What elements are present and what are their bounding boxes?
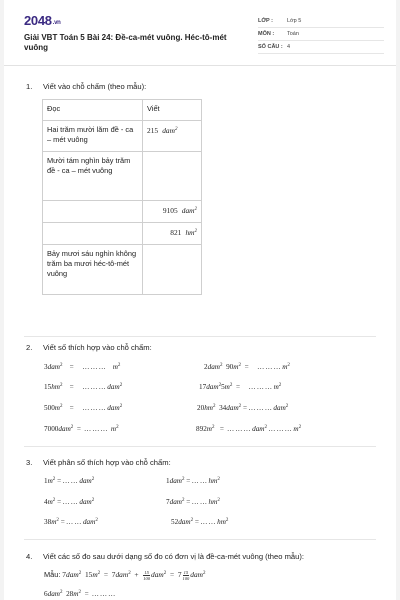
read-write-table: [42, 99, 202, 295]
divider: [24, 336, 376, 337]
table-row: 821 $hm^2$: [43, 223, 202, 245]
table-row: Bảy mươi sáu nghìn không trăm ba mươi héc-tô-mét vuông: [43, 245, 202, 295]
document-page: [4, 0, 396, 600]
meta-grade: LỚP : Lớp 5: [258, 15, 384, 28]
q4-line: 6dam$^2$ $28m^2$ = … … …: [44, 590, 115, 598]
fraction: $\frac{15}{100}$: [143, 570, 151, 581]
q4-sample-line: Mẫu: 7dam$^2$ $15m^2 = 7dam^2$ + $\frac{15}{100}$ dam$^2$ = 7 $\frac{15}{100}$ dam$^2$: [44, 570, 206, 581]
meta-subject: MÔN : Toán: [258, 28, 384, 41]
document-header: [4, 0, 396, 66]
q3-right-line: 1dam$^2$ = … … $hm^2$: [166, 477, 220, 485]
document-meta: [258, 15, 384, 54]
meta-question-count: SỐ CÂU : 4: [258, 41, 384, 54]
question-1-heading: 1. Viết vào chỗ chấm (theo mẫu):: [26, 81, 147, 91]
table-header-row: Đọc Viết: [43, 100, 202, 121]
divider: [24, 539, 376, 540]
q2-right-line: 2dam$^2$ $90m^2$ = … … … $m^2$: [204, 363, 290, 371]
q2-left-line: 7000dam$^2$ = … … … $m^2$: [44, 425, 119, 433]
q2-left-line: $15hm^2$ = … … … dam$^2$: [44, 383, 123, 391]
q2-right-line: $892m^2$ = … … … dam$^2$ … … … $m^2$: [196, 425, 302, 433]
table-row: Mười tám nghìn bảy trăm đề - ca – mét vuông: [43, 152, 202, 201]
q3-right-line: 52dam$^2$ = … … $hm^2$: [171, 518, 229, 526]
q3-left-line: $1m^2$ = … … dam$^2$: [44, 477, 95, 485]
site-logo[interactable]: 2048.vn: [24, 13, 61, 28]
question-4-heading: 4. Viết các số đo sau dưới dạng số đo có đơn vị là đề-ca-mét vuông (theo mẫu):: [26, 551, 304, 561]
q2-left-line: $500m^2$ = … … … dam$^2$: [44, 404, 123, 412]
q2-right-line: $17dam^25m^2$ = … … … $m^2$: [199, 383, 282, 391]
divider: [24, 446, 376, 447]
q2-left-line: 3dam$^2$ = … … … $m^2$: [44, 363, 121, 371]
q2-right-line: $20hm^2$ 34dam$^2$ = … … … dam$^2$: [197, 404, 289, 412]
document-title: Giải VBT Toán 5 Bài 24: Đề-ca-mét vuông. Héc-tô-mét vuông: [24, 33, 227, 52]
q3-right-line: 7dam$^2$ = … … $hm^2$: [166, 498, 220, 506]
q3-left-line: $38m^2$ = … … dam$^2$: [44, 518, 98, 526]
table-row: 9105 dam$^2$: [43, 201, 202, 223]
table-row: Hai trăm mười lăm đề - ca – mét vuông 215 dam$^2$: [43, 121, 202, 152]
question-3-heading: 3. Viết phân số thích hợp vào chỗ chấm:: [26, 457, 171, 467]
fraction: $\frac{15}{100}$: [182, 570, 190, 581]
q3-left-line: $4m^2$ = … … dam$^2$: [44, 498, 95, 506]
question-2-heading: 2. Viết số thích hợp vào chỗ chấm:: [26, 342, 152, 352]
